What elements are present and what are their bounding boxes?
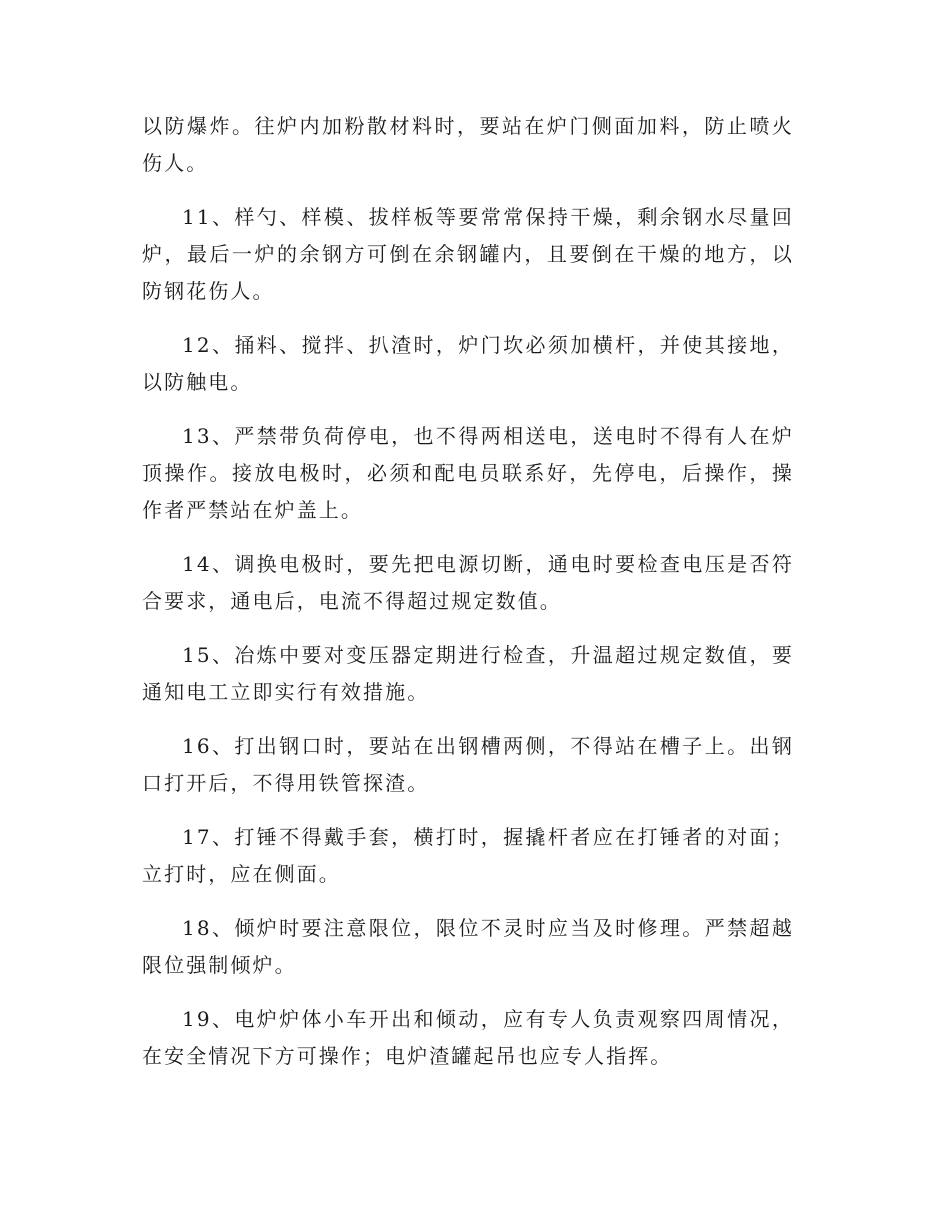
paragraph-item-17: 17、打锤不得戴手套，横打时，握撬杆者应在打锤者的对面；立打时，应在侧面。 xyxy=(142,825,794,886)
paragraph-item-12: 12、捅料、搅拌、扒渣时，炉门坎必须加横杆，并使其接地，以防触电。 xyxy=(142,333,794,394)
paragraph-item-18: 18、倾炉时要注意限位，限位不灵时应当及时修理。严禁超越限位强制倾炉。 xyxy=(142,916,794,977)
paragraph-item-14: 14、调换电极时，要先把电源切断，通电时要检查电压是否符合要求，通电后，电流不得超过规定数值。 xyxy=(142,552,794,613)
paragraph-1: 以防爆炸。往炉内加粉散材料时，要站在炉门侧面加料，防止喷火伤人。 xyxy=(142,114,794,175)
paragraph-item-16: 16、打出钢口时，要站在出钢槽两侧，不得站在槽子上。出钢口打开后，不得用铁管探渣。 xyxy=(142,734,794,795)
document-body xyxy=(142,108,794,1092)
paragraph-item-11: 11、样勺、样模、拔样板等要常常保持干燥，剩余钢水尽量回炉，最后一炉的余钢方可倒在余钢罐内，且要倒在干燥的地方，以防钢花伤人。 xyxy=(142,205,794,303)
paragraph-item-13: 13、严禁带负荷停电，也不得两相送电，送电时不得有人在炉顶操作。接放电极时，必须和配电员联系好，先停电，后操作，操作者严禁站在炉盖上。 xyxy=(142,424,794,522)
paragraph-item-19: 19、电炉炉体小车开出和倾动，应有专人负责观察四周情况，在安全情况下方可操作；电炉渣罐起吊也应专人指挥。 xyxy=(142,1007,794,1068)
paragraph-item-15: 15、冶炼中要对变压器定期进行检查，升温超过规定数值，要通知电工立即实行有效措施。 xyxy=(142,643,794,704)
